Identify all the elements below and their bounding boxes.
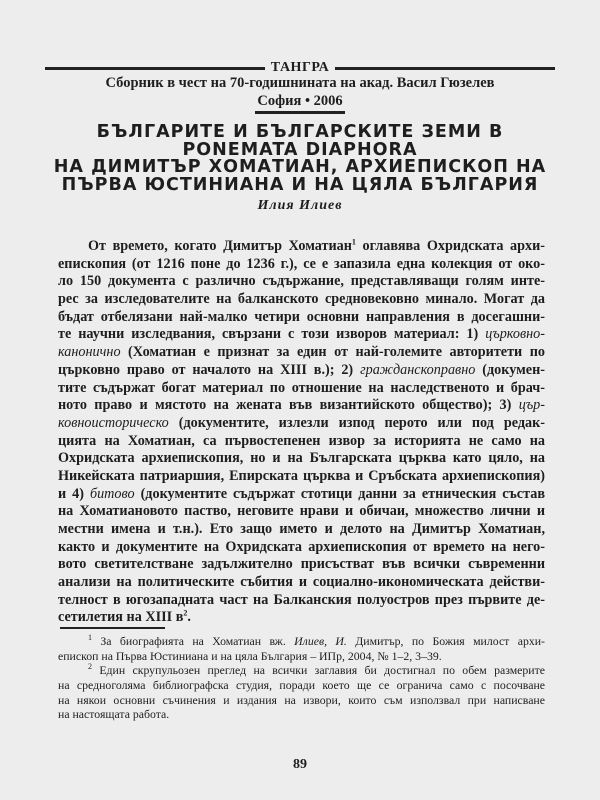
italic-term: църковно- <box>485 326 545 343</box>
place-year: София • 2006 <box>257 93 343 109</box>
footnote-line <box>58 678 545 693</box>
italic-term: битово <box>89 485 135 502</box>
header-rule-left <box>45 67 265 70</box>
text-run: За биографията на Хоматиан вж. <box>92 634 295 648</box>
text-run: (докумен- <box>475 361 545 378</box>
paragraph-line <box>58 309 545 327</box>
text-run: на средноголяма библиографска студия, поради което ще се огранича само с посочване <box>58 678 545 693</box>
text-run: Никейската патриаршия, Епирската църква и Сръбската архиепископия) <box>58 467 545 484</box>
text-run: бъдат отбелязани най-малко четири основни направления в досегашни- <box>58 308 545 325</box>
text-run: Димитър, по Божия милост архи- <box>346 634 545 648</box>
text-run: епископ на Първа Юстиниана и на цяла България – ИПр, 2004, № 1–2, 3–39. <box>58 648 442 663</box>
page-number: 89 <box>293 757 307 772</box>
footnote-line <box>58 634 545 649</box>
title-line: ПЪРВА ЮСТИНИАНА И НА ЦЯЛА БЪЛГАРИЯ <box>61 174 539 195</box>
paragraph-line <box>58 344 545 362</box>
text-run: църковно право от началото на XIII в.); 2) <box>58 361 361 378</box>
article-author: Илия Илиев <box>257 198 343 213</box>
paragraph-line <box>58 291 545 309</box>
footnote-ref: 1 <box>351 238 356 247</box>
text-run: ното право и мястото на жената във византийското общество); 3) <box>58 397 519 414</box>
volume-subtitle: Сборник в чест на 70-годишнината на акад. Васил Гюзелев <box>105 75 495 91</box>
paragraph-line <box>58 521 545 539</box>
paragraph-line <box>58 362 545 380</box>
text-run: рес за изследователите на балканското средновековно минало. Могат да <box>58 291 545 308</box>
text-run: цията на Хоматиан, са първостепенен извор за историята не само на <box>58 432 545 449</box>
paragraph-line <box>58 238 545 256</box>
text-run: те научни изследвания, свързани с този изворов материал: 1) <box>58 326 486 343</box>
paragraph-line <box>58 609 545 627</box>
text-run: вото светителстване задължително присъстват във всички съвременни <box>58 556 545 573</box>
header-rule-right <box>335 67 555 70</box>
text-run: на настоящата работа. <box>58 707 170 722</box>
journal-header <box>45 60 555 76</box>
footnote-ref: 2 <box>183 609 188 618</box>
paragraph-line <box>58 397 545 415</box>
italic-term: ковноисторическо <box>58 414 169 431</box>
title-line: НА ДИМИТЪР ХОМАТИАН, АРХИЕПИСКОП НА <box>53 157 547 177</box>
text-run: оглавява Охридската архи- <box>355 238 545 254</box>
footnote-ref: 2 <box>88 663 92 672</box>
text-run: епископия (от 1216 поне до 1236 г.), се е запазила една колекция от око- <box>58 255 545 272</box>
paragraph-line <box>58 450 545 468</box>
text-run: (документите, излезли изпод перото или под редак- <box>168 414 545 431</box>
footnote-ref: 1 <box>88 634 92 643</box>
header-underline <box>255 111 345 114</box>
paragraph-line <box>58 592 545 610</box>
article-title <box>0 124 600 194</box>
paragraph-line <box>58 468 545 486</box>
paragraph-line <box>58 415 545 433</box>
footnotes <box>58 634 545 722</box>
text-run: От времето, когато Димитър Хоматиан <box>88 238 352 254</box>
text-run: сетилетия на XIII в <box>58 609 184 626</box>
text-run: телност в югозападната част на Балканския полуостров през първите де- <box>58 591 545 608</box>
paragraph-line <box>58 556 545 574</box>
title-line: БЪЛГАРИТЕ И БЪЛГАРСКИТЕ ЗЕМИ В <box>96 122 504 142</box>
title-line: PONEMATA DIAPHORA <box>182 139 418 160</box>
italic-term: канонично <box>58 344 121 361</box>
footnote-line <box>58 693 545 708</box>
paragraph-line <box>58 256 545 274</box>
paragraph-line <box>58 539 545 557</box>
text-run: и 4) <box>58 485 90 502</box>
italic-term: Илиев, И. <box>294 634 347 648</box>
text-run: анализи на политическите събития и социално-икономическата действи- <box>58 574 545 591</box>
paragraph-line <box>58 486 545 504</box>
text-run: (документите съдържат стотици данни за етническия състав <box>134 485 545 502</box>
text-run: ло 150 документа с различно съдържание, представляващи голям инте- <box>58 273 545 290</box>
text-run: тите съдържат богат материал по отношение на наследственото и брач- <box>58 379 545 396</box>
footnote-line <box>58 649 545 664</box>
paragraph-line <box>58 433 545 451</box>
text-run: както и документите на Охридската архиепископия от времето на него- <box>58 538 545 555</box>
paragraph-line <box>58 503 545 521</box>
text-run: Един скрупульозен преглед на всички заглавия би достигнал по обем размерите <box>92 663 545 678</box>
footnote-line <box>58 663 545 678</box>
paragraph-line <box>58 273 545 291</box>
journal-name: ТАНГРА <box>270 60 330 75</box>
article-body <box>58 238 545 627</box>
footnote-line <box>58 707 545 722</box>
text-run: . <box>187 609 191 626</box>
paragraph-line <box>58 574 545 592</box>
text-run: Охридската архиепископия, но и на Българската църква като цяло, на <box>58 450 545 467</box>
paragraph-line <box>58 380 545 398</box>
text-run: на някои основни съчинения и издания на извори, които съм използвал при написване <box>58 692 545 707</box>
italic-term: цър- <box>518 397 545 414</box>
italic-term: гражданскоправно <box>360 361 476 378</box>
text-run: на Хоматиановото паство, неговите нрави и обичаи, множество лични и <box>58 503 545 520</box>
text-run: местни имена и т.н.). Ето защо името и делото на Димитър Хоматиан, <box>58 521 545 537</box>
text-run: (Хоматиан е признат за един от най-големите авторитети по <box>120 344 545 361</box>
footnote-rule <box>60 627 165 629</box>
paragraph-line <box>58 326 545 344</box>
